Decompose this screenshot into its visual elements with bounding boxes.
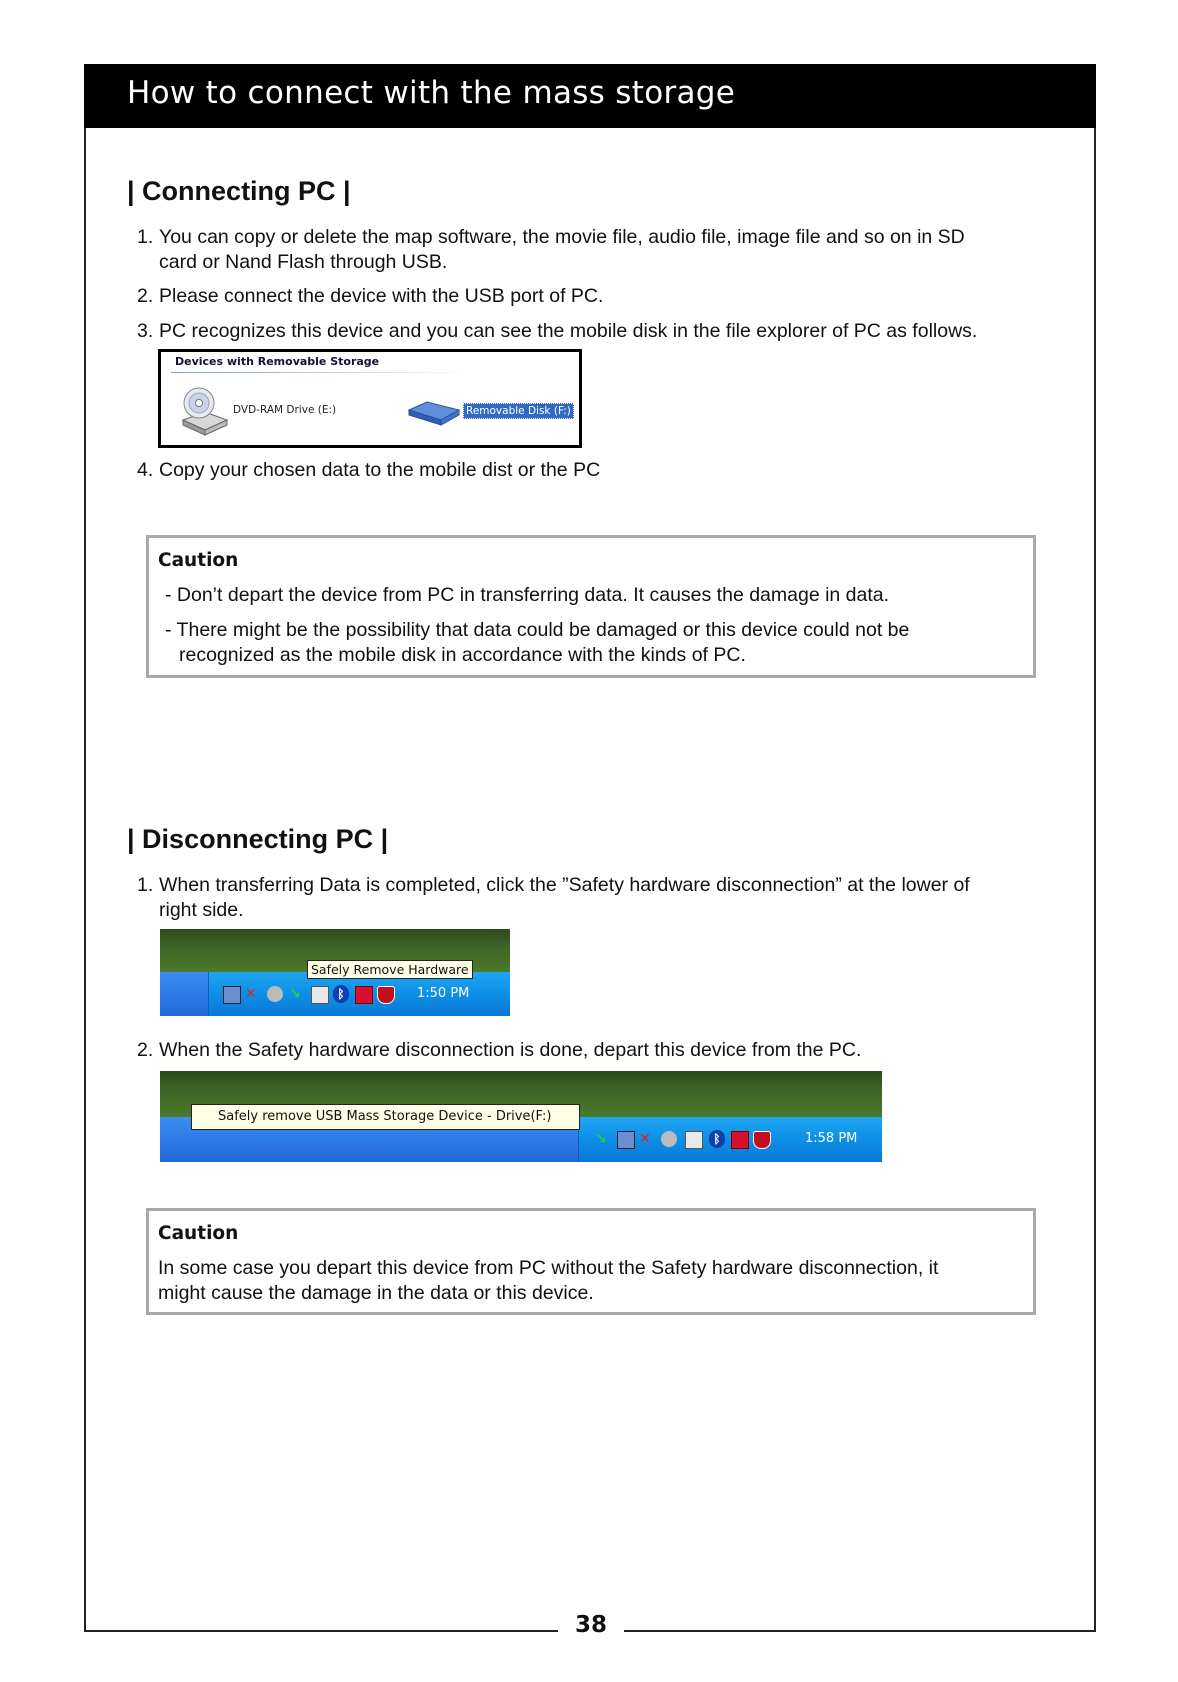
green-arrow-icon[interactable]: ↘ <box>289 986 301 1002</box>
speaker-icon[interactable] <box>661 1131 677 1147</box>
caution-box <box>146 535 1036 678</box>
list-item <box>137 225 1037 275</box>
section-title-disconnecting: | Disconnecting PC | <box>127 824 389 854</box>
taskbar-screenshot-2 <box>160 1071 882 1162</box>
explorer-heading-rule <box>171 372 471 373</box>
list-text: right side. <box>159 899 244 921</box>
explorer-screenshot <box>158 349 582 448</box>
footer-rule-right <box>624 1630 1096 1632</box>
list-number: 2. <box>137 1039 154 1061</box>
caution-box <box>146 1208 1036 1315</box>
list-text: When transferring Data is completed, click the ”Safety hardware disconnection” at the lower of <box>159 874 970 896</box>
antivirus-icon[interactable] <box>355 986 373 1004</box>
speaker-icon[interactable] <box>267 986 283 1002</box>
list-item <box>137 319 1037 344</box>
list-item <box>137 458 1037 483</box>
system-tray <box>578 1117 882 1162</box>
caution-label: Caution <box>158 1223 239 1244</box>
list-text: You can copy or delete the map software, the movie file, audio file, image file and so on in SD <box>159 226 965 248</box>
page-title: How to connect with the mass storage <box>127 75 736 111</box>
removable-disk-label[interactable]: Removable Disk (F:) <box>463 403 574 419</box>
volume-muted-icon[interactable]: ✕ <box>245 986 257 1002</box>
list-number: 1. <box>137 874 154 896</box>
shield-icon[interactable] <box>753 1131 771 1149</box>
bluetooth-icon[interactable]: ᛒ <box>709 1130 725 1148</box>
list-number: 3. <box>137 320 154 342</box>
list-item <box>137 284 1037 309</box>
safely-remove-hardware-icon[interactable] <box>311 986 329 1004</box>
shield-icon[interactable] <box>377 986 395 1004</box>
antivirus-icon[interactable] <box>731 1131 749 1149</box>
caution-text: In some case you depart this device from PC without the Safety hardware disconnection, it <box>158 1257 939 1279</box>
caution-text: - There might be the possibility that data could be damaged or this device could not be <box>165 619 910 641</box>
removable-disk-icon <box>407 398 461 428</box>
footer-rule-left <box>84 1630 558 1632</box>
volume-muted-icon[interactable]: ✕ <box>639 1131 651 1147</box>
list-text: Please connect the device with the USB port of PC. <box>159 285 604 307</box>
tray-clock[interactable]: 1:58 PM <box>805 1131 858 1146</box>
list-text: PC recognizes this device and you can see the mobile disk in the file explorer of PC as follows. <box>159 320 978 342</box>
list-number: 4. <box>137 459 154 481</box>
network-icon[interactable] <box>223 986 241 1004</box>
taskbar-screenshot-1 <box>160 929 510 1016</box>
safely-remove-hardware-icon[interactable] <box>685 1131 703 1149</box>
page-number: 38 <box>574 1612 607 1638</box>
tooltip: Safely remove USB Mass Storage Device - Drive(F:) <box>191 1104 580 1130</box>
list-item <box>137 1038 1037 1063</box>
dvd-drive-icon <box>179 386 231 436</box>
list-text: When the Safety hardware disconnection is done, depart this device from the PC. <box>159 1039 862 1061</box>
caution-label: Caution <box>158 550 239 571</box>
list-text: Copy your chosen data to the mobile dist or the PC <box>159 459 601 481</box>
tooltip: Safely Remove Hardware <box>307 960 473 979</box>
dvd-drive-label[interactable]: DVD-RAM Drive (E:) <box>233 404 337 416</box>
list-number: 2. <box>137 285 154 307</box>
bluetooth-icon[interactable]: ᛒ <box>333 985 349 1003</box>
caution-text: - Don’t depart the device from PC in transferring data. It causes the damage in data. <box>165 584 890 606</box>
caution-text: recognized as the mobile disk in accordance with the kinds of PC. <box>179 644 746 666</box>
tray-clock[interactable]: 1:50 PM <box>417 986 470 1001</box>
list-number: 1. <box>137 226 154 248</box>
green-arrow-icon[interactable]: ↘ <box>595 1131 607 1147</box>
explorer-group-heading: Devices with Removable Storage <box>175 355 380 368</box>
list-item <box>137 873 1037 923</box>
caution-text: might cause the damage in the data or this device. <box>158 1282 594 1304</box>
list-text: card or Nand Flash through USB. <box>159 251 448 273</box>
section-title-connecting: | Connecting PC | <box>127 176 351 206</box>
network-icon[interactable] <box>617 1131 635 1149</box>
